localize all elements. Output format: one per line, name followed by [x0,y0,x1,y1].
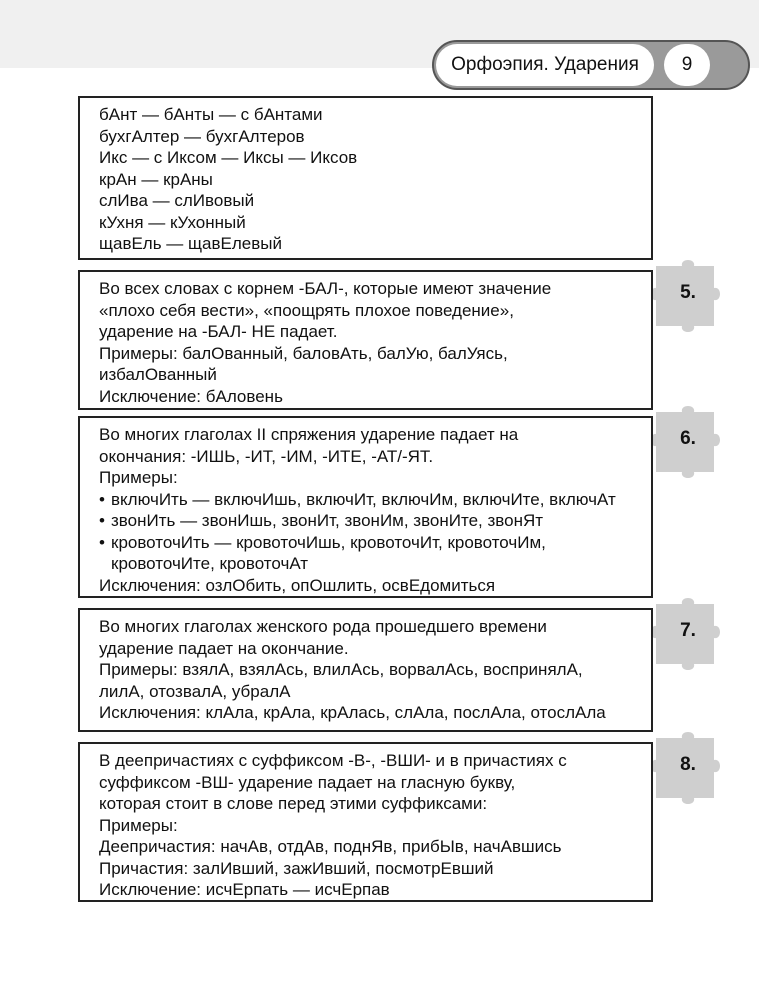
text-line: щавЕль — щавЕлевый [99,234,282,253]
text-line: кровоточИте, кровоточАт [111,554,309,573]
bullet-icon: • [99,489,105,509]
text-line: Исключение: исчЕрпать — исчЕрпав [99,880,390,899]
list-item-text: кровоточИть — кровоточИшь, кровоточИт, кровоточИм, [111,532,546,552]
text-line: бАнт — бАнты — с бАнтами [99,105,323,124]
text-line: лилА, отозвалА, убралА [99,681,291,701]
page-number: 9 [664,44,710,86]
stress-examples-box [78,96,653,260]
rule-number: 5. [680,282,696,303]
text-line: Примеры: [99,815,178,835]
text-line: Исключение: бАловень [99,386,283,406]
text-line: бухгАлтер — бухгАлтеров [99,126,305,146]
text-line: слИва — слИвовый [99,191,255,210]
text-line: ударение падает на окончание. [99,638,349,658]
text-line: Примеры: балОванный, баловАть, балУю, балУясь, [99,343,508,363]
list-item [99,532,641,554]
text-line: Исключения: озлОбить, опОшлить, освЕдомиться [99,575,496,595]
list-item-text: включИть — включИшь, включИт, включИм, включИте, включАт [111,489,616,509]
puzzle-badge-7 [652,596,744,672]
rule-box-8 [78,742,653,902]
rule-box-6 [78,416,653,598]
text-line: Во многих глаголах женского рода прошедшего времени [99,617,547,636]
text-line: В деепричастиях с суффиксом -В-, -ВШИ- и в причастиях с [99,751,567,770]
list-item [99,489,641,511]
rule-number: 7. [680,620,696,641]
page-title: Орфоэпия. Ударения [436,44,654,86]
text-line: ударение на -БАЛ- НЕ падает. [99,322,338,341]
text-line: Деепричастия: начАв, отдАв, поднЯв, прибЫв, начАвшись [99,837,562,856]
puzzle-badge-6 [652,404,744,480]
text-line: кУхня — кУхонный [99,212,246,232]
bullet-icon: • [99,511,105,530]
text-line: Причастия: залИвший, зажИвший, посмотрЕвший [99,858,494,878]
text-line: крАн — крАны [99,169,213,189]
rule-box-7 [78,608,653,732]
text-line: которая стоит в слове перед этими суффиксами: [99,794,488,813]
text-line: Исключения: клАла, крАла, крАлась, слАла, послАла, отослАла [99,703,606,722]
rule-number: 6. [680,428,696,449]
bullet-icon: • [99,532,105,552]
text-line: Во многих глаголах II спряжения ударение падает на [99,425,519,444]
text-line: «плохо себя вести», «поощрять плохое поведение», [99,300,514,320]
text-line: Икс — с Иксом — Иксы — Иксов [99,148,358,167]
puzzle-badge-5 [652,258,744,334]
text-line: Примеры: [99,468,178,487]
list-item-text: звонИть — звонИшь, звонИт, звонИм, звонИте, звонЯт [111,511,544,530]
text-line: избалОванный [99,365,217,384]
list-item [99,510,641,532]
puzzle-badge-8 [652,730,744,806]
rule-number: 8. [680,754,696,775]
text-line: окончания: -ИШЬ, -ИТ, -ИМ, -ИТЕ, -АТ/-ЯТ. [99,446,434,466]
text-line: Во всех словах с корнем -БАЛ-, которые имеют значение [99,279,552,298]
text-line: Примеры: взялА, взялАсь, влилАсь, ворвалАсь, воспринялА, [99,660,583,679]
rule-box-5 [78,270,653,410]
text-line: суффиксом -ВШ- ударение падает на гласную букву, [99,772,516,792]
